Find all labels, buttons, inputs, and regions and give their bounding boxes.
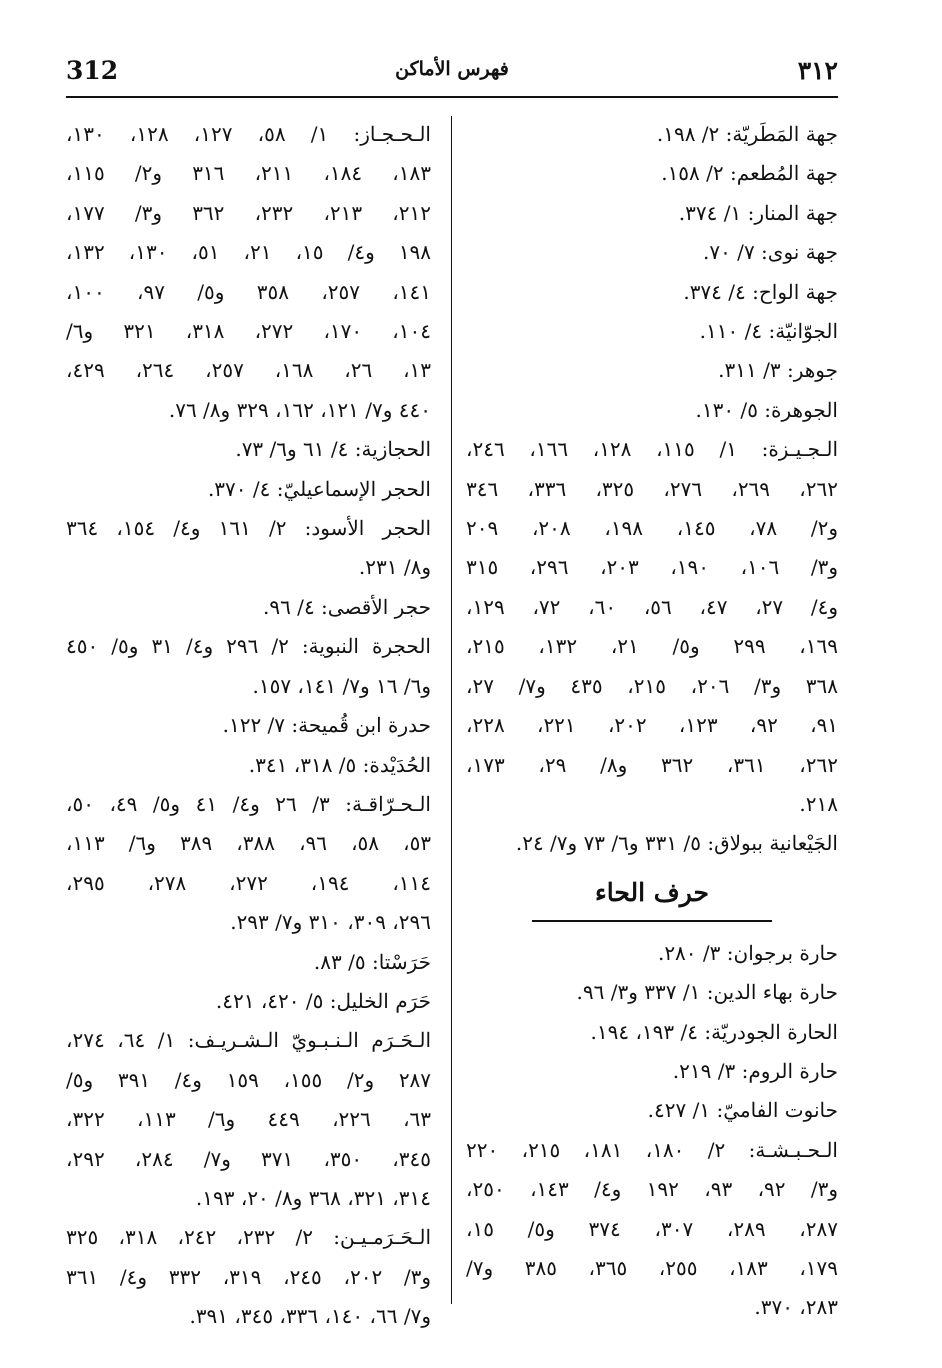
index-line: و٨/ ٢٣١. <box>358 555 431 580</box>
index-line: ٢٨٧ و٢/ ١٥٥، ١٥٩ و٤/ ٣٩١ و٥/ <box>66 1067 432 1092</box>
index-line: الحُدَيْدة: ٥/ ٣١٨، ٣٤١. <box>248 752 431 777</box>
index-line: الجَيْعانية ببولاق: ٥/ ٣٣١ و٦/ ٧٣ و٧/ ٢٤. <box>515 831 838 856</box>
column-divider <box>451 116 452 1304</box>
index-line: حانوت الفاميّ: ١/ ٤٢٧. <box>647 1098 838 1123</box>
index-line: حَرَم الخليل: ٥/ ٤٢٠، ٤٢١. <box>215 988 431 1013</box>
index-line: و٣/ ١٠٦، ١٩٠، ٢٠٣، ٢٩٦، ٣١٥ <box>466 555 839 580</box>
section-rule <box>532 920 772 922</box>
index-line: حارة برجوان: ٣/ ٢٨٠. <box>657 940 838 965</box>
index-line: ١٦٩، ٢٩٩ و٥/ ٢١، ١٣٢، ٢١٥، <box>466 634 838 659</box>
index-line: الحجازية: ٤/ ٦١ و٦/ ٧٣. <box>235 437 431 462</box>
index-line: و٧/ ٦٦، ١٤٠، ٣٣٦، ٣٤٥، ٣٩١. <box>189 1304 431 1329</box>
index-line: جهة المَطَريّة: ٢/ ١٩٨. <box>656 122 838 146</box>
right-column-entries-after <box>466 934 838 1328</box>
index-line: ٣١٤، ٣٢١، ٣٦٨ و٨/ ٢٠، ١٩٣. <box>195 1185 431 1210</box>
index-line: ١٠٤، ١٧٠، ٢٧٢، ٣١٨، ٣٢١ و٦/ <box>66 319 431 344</box>
page-header <box>66 56 838 96</box>
index-line: جهة نوى: ٧/ ٧٠. <box>702 240 838 265</box>
index-line: الحجرة النبوية: ٢/ ٢٩٦ و٤/ ٣١ و٥/ ٤٥٠ <box>66 634 431 659</box>
index-line: الحارة الجودريّة: ٤/ ١٩٣، ١٩٤. <box>590 1019 838 1044</box>
index-line: و٤/ ٢٧، ٤٧، ٥٦، ٦٠، ٧٢، ١٢٩، <box>466 594 839 619</box>
index-line: ٩١، ٩٢، ١٢٣، ٢٠٢، ٢٢١، ٢٢٨، <box>466 713 839 738</box>
index-line: ٢٩٦، ٣٠٩، ٣١٠ و٧/ ٢٩٣. <box>230 910 431 935</box>
index-line: الـحـجـاز: ١/ ٥٨، ١٢٧، ١٢٨، ١٣٠، <box>66 122 431 146</box>
index-line: ٤٤٠ و٧/ ١٢١، ١٦٢، ٣٢٩ و٨/ ٧٦. <box>168 397 431 422</box>
index-line: الحجر الأسود: ٢/ ١٦١ و٤/ ١٥٤، ٣٦٤ <box>66 516 431 541</box>
index-line: الجوهرة: ٥/ ١٣٠. <box>695 397 838 422</box>
index-line: الـحَـرَم الـنـبـويّ الـشـريـف: ١/ ٦٤، ٢٧٤، <box>66 1028 431 1053</box>
index-line: حجر الأقصى: ٤/ ٩٦. <box>262 594 431 619</box>
index-line: الـحـرّاقـة: ٣/ ٢٦ و٤/ ٤١ و٥/ ٤٩، ٥٠، <box>66 791 431 816</box>
index-line: ٥٣، ٥٨، ٩٦، ٣٨٨، ٣٨٩ و٦/ ١١٣، <box>66 831 432 856</box>
index-line: جهة المُطعم: ٢/ ١٥٨. <box>661 161 838 186</box>
page-number-arabic: ٣١٢ <box>797 56 838 85</box>
index-line: الـحـبـشـة: ٢/ ١٨٠، ١٨١، ٢١٥، ٢٢٠ <box>466 1137 838 1162</box>
index-line: ١١٤، ١٩٤، ٢٧٢، ٢٧٨، ٢٩٥، <box>66 870 432 895</box>
index-line: و٣/ ٩٢، ٩٣، ١٩٢ و٤/ ١٤٣، ٢٥٠، <box>466 1177 839 1202</box>
page-number-latin: 312 <box>66 56 119 85</box>
index-line: و٢/ ٧٨، ١٤٥، ١٩٨، ٢٠٨، ٢٠٩ <box>466 516 838 541</box>
index-line: ٢٦٢، ٣٦١، ٣٦٢ و٨/ ٢٩، ١٧٣، <box>466 752 838 777</box>
index-line: حدرة ابن قُميحة: ٧/ ١٢٢. <box>222 713 431 738</box>
index-line: حَرَسْتا: ٥/ ٨٣. <box>313 949 431 974</box>
right-column-entries-before <box>466 115 838 864</box>
header-rule <box>66 96 838 98</box>
index-line: ١٩٨ و٤/ ١٥، ٢١، ٥١، ١٣٠، ١٣٢، <box>66 240 432 265</box>
index-line: و٣/ ٢٠٢، ٢٤٥، ٣١٩، ٣٣٢ و٤/ ٣٦١ <box>66 1264 432 1289</box>
index-line: الجوّانيّة: ٤/ ١١٠. <box>699 319 838 344</box>
index-line: ١٤١، ٢٥٧، ٣٥٨ و٥/ ٩٧، ١٠٠، <box>66 279 432 304</box>
index-line: ٢١٨. <box>799 791 838 816</box>
index-line: ١٣، ٢٦، ١٦٨، ٢٥٧، ٢٦٤، ٤٢٩، <box>66 358 432 383</box>
index-line: ٣٦٨ و٣/ ٢٠٦، ٢١٥، ٤٣٥ و٧/ ٢٧، <box>466 673 839 698</box>
index-line: حارة بهاء الدين: ١/ ٣٣٧ و٣/ ٩٦. <box>576 980 838 1005</box>
index-line: ٢٨٣، ٣٧٠. <box>754 1295 838 1320</box>
index-line: ٦٣، ٢٢٦، ٤٤٩ و٦/ ١١٣، ٣٢٢، <box>66 1107 432 1132</box>
index-line: حارة الروم: ٣/ ٢١٩. <box>672 1058 838 1083</box>
index-line: و٦/ ١٦ و٧/ ١٤١، ١٥٧. <box>252 673 431 698</box>
section-title: حرف الحاء <box>595 877 709 907</box>
index-line: ١٨٣، ١٨٤، ٢١١، ٣١٦ و٢/ ١١٥، <box>66 161 431 186</box>
index-line: ٢١٢، ٢١٣، ٢٣٢، ٣٦٢ و٣/ ١٧٧، <box>66 200 431 225</box>
right-column <box>466 115 838 1328</box>
left-column <box>66 115 431 1337</box>
index-line: جهة الواح: ٤/ ٣٧٤. <box>683 279 838 304</box>
index-line: الـجـيـزة: ١/ ١١٥، ١٢٨، ١٦٦، ٢٤٦، <box>466 437 839 462</box>
page-title: فهرس الأماكن <box>395 58 509 80</box>
index-line: ٢٦٢، ٢٦٩، ٢٧٦، ٣٢٥، ٣٣٦، ٣٤٦ <box>466 476 838 501</box>
index-line: الحجر الإسماعيليّ: ٤/ ٣٧٠. <box>207 476 431 501</box>
index-line: جهة المنار: ١/ ٣٧٤. <box>678 200 838 225</box>
index-line: ١٧٩، ١٨٣، ٢٥٥، ٣٦٥، ٣٨٥ و٧/ <box>466 1255 839 1280</box>
index-line: الـحَـرَمـيـن: ٢/ ٢٣٢، ٢٤٢، ٣١٨، ٣٢٥ <box>66 1225 432 1250</box>
index-line: ٣٤٥، ٣٥٠، ٣٧١ و٧/ ٢٨٤، ٢٩٢، <box>66 1146 431 1171</box>
index-line: جوهر: ٣/ ٣١١. <box>718 358 838 383</box>
index-line: ٢٨٧، ٢٨٩، ٣٠٧، ٣٧٤ و٥/ ١٥، <box>466 1216 838 1241</box>
